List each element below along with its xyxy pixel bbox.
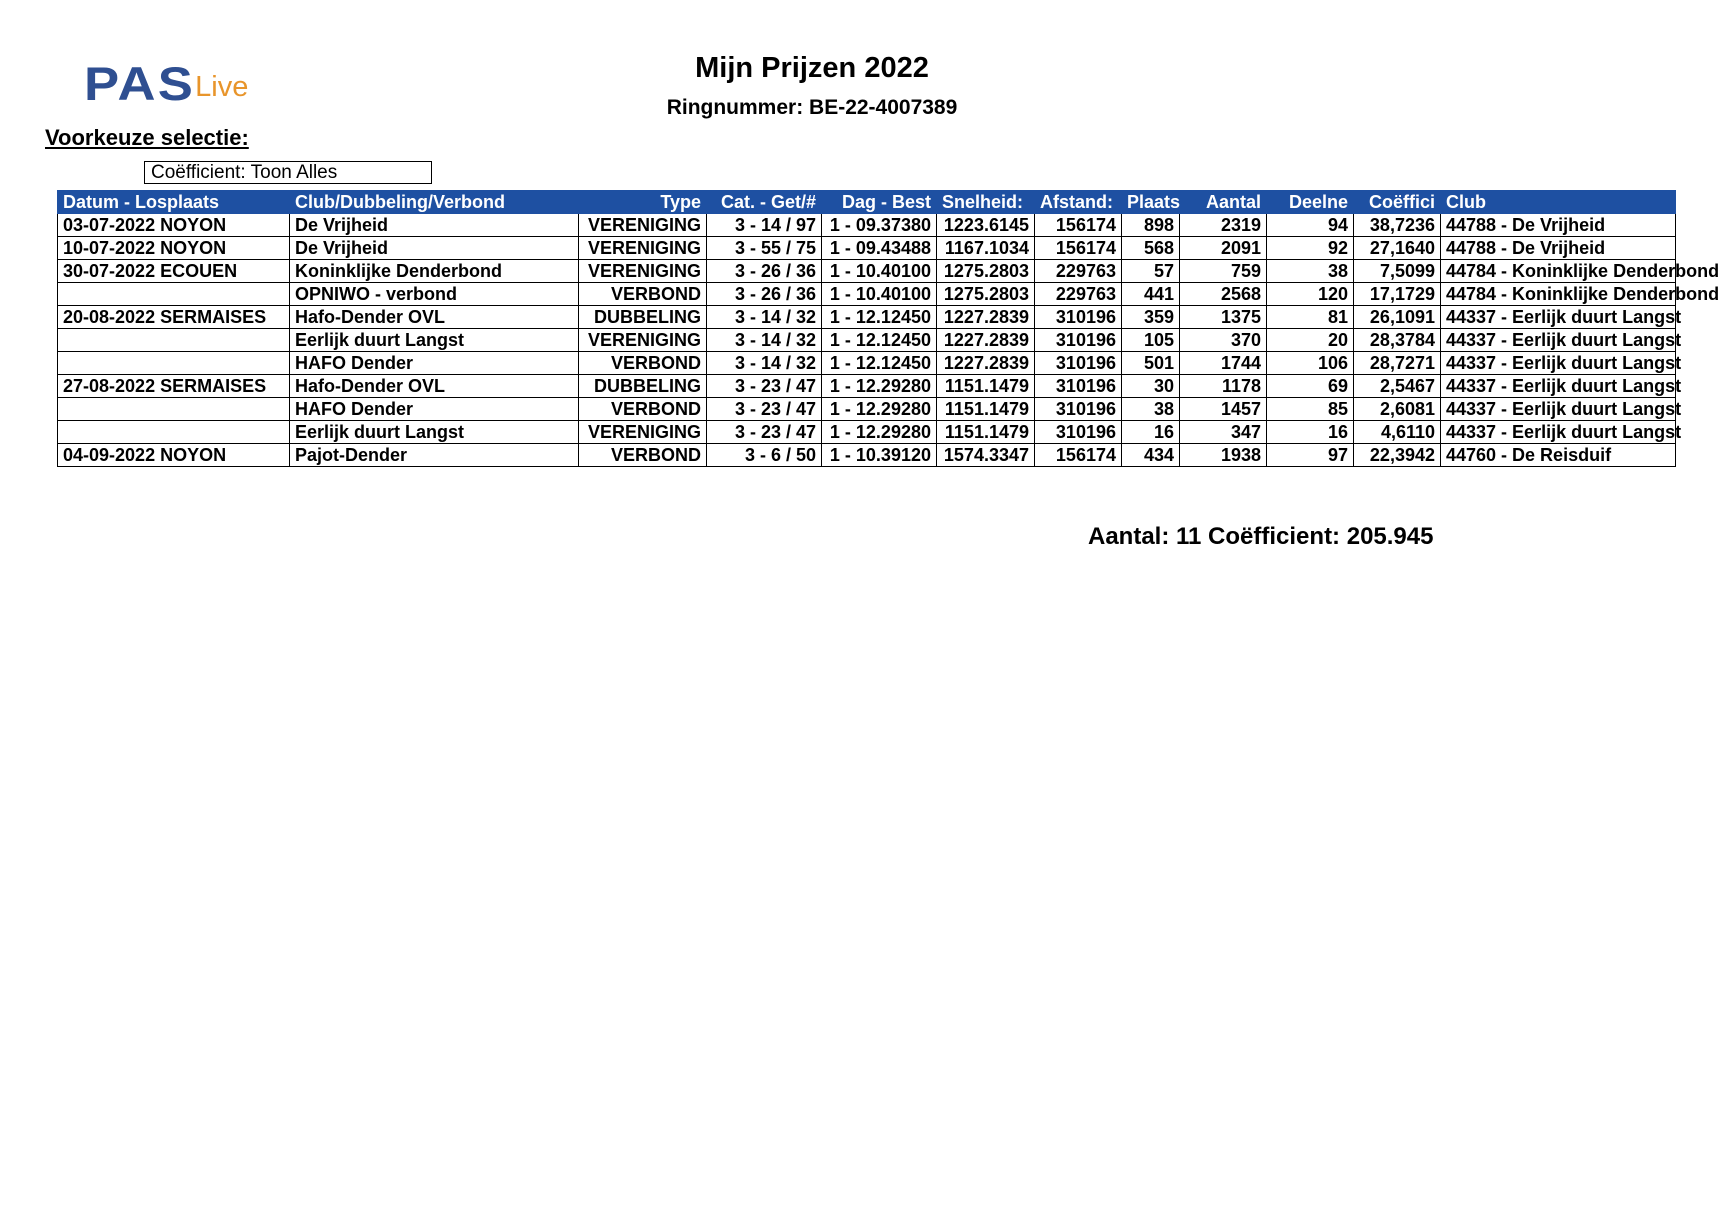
cell-day-best: 1 - 10.40100 [822, 260, 937, 283]
cell-date-location: 03-07-2022 NOYON [58, 214, 290, 237]
table-row [58, 283, 1676, 306]
col-date-location: Datum - Losplaats [58, 191, 290, 214]
cell-type: VERBOND [579, 283, 707, 306]
summary-totals: Aantal: 11 Coëfficient: 205.945 [1088, 523, 1434, 550]
cell-speed: 1227.2839 [937, 352, 1035, 375]
table-row [58, 352, 1676, 375]
cell-distance: 229763 [1035, 260, 1122, 283]
cell-participants: 69 [1267, 375, 1354, 398]
cell-count: 1178 [1180, 375, 1267, 398]
cell-coefficient: 38,7236 [1354, 214, 1441, 237]
col-type: Type [579, 191, 707, 214]
cell-club: HAFO Dender [290, 352, 579, 375]
coefficient-filter-select[interactable]: Coëfficient: Toon Alles [144, 161, 432, 184]
cell-day-best: 1 - 12.12450 [822, 329, 937, 352]
col-speed: Snelheid: [937, 191, 1035, 214]
cell-speed: 1223.6145 [937, 214, 1035, 237]
cell-type: VERENIGING [579, 237, 707, 260]
cell-speed: 1574.3347 [937, 444, 1035, 467]
table-row [58, 214, 1676, 237]
cell-coefficient: 7,5099 [1354, 260, 1441, 283]
cell-day-best: 1 - 09.37380 [822, 214, 937, 237]
cell-distance: 310196 [1035, 375, 1122, 398]
cell-place: 441 [1122, 283, 1180, 306]
cell-distance: 310196 [1035, 352, 1122, 375]
cell-speed: 1151.1479 [937, 421, 1035, 444]
cell-category: 3 - 26 / 36 [707, 283, 822, 306]
table-row [58, 260, 1676, 283]
table-header-row [58, 191, 1676, 214]
cell-club-name: 44760 - De Reisduif [1441, 444, 1676, 467]
cell-club: De Vrijheid [290, 214, 579, 237]
cell-place: 359 [1122, 306, 1180, 329]
cell-day-best: 1 - 12.29280 [822, 398, 937, 421]
cell-category: 3 - 14 / 32 [707, 352, 822, 375]
cell-club-name: 44337 - Eerlijk duurt Langst [1441, 306, 1676, 329]
prizes-table-area [57, 190, 1720, 470]
cell-count: 1375 [1180, 306, 1267, 329]
cell-count: 347 [1180, 421, 1267, 444]
cell-club-name: 44337 - Eerlijk duurt Langst [1441, 398, 1676, 421]
cell-type: DUBBELING [579, 306, 707, 329]
cell-count: 1457 [1180, 398, 1267, 421]
cell-day-best: 1 - 12.12450 [822, 306, 937, 329]
cell-club-name: 44788 - De Vrijheid [1441, 237, 1676, 260]
cell-day-best: 1 - 10.39120 [822, 444, 937, 467]
cell-club: HAFO Dender [290, 398, 579, 421]
cell-participants: 120 [1267, 283, 1354, 306]
cell-date-location: 20-08-2022 SERMAISES [58, 306, 290, 329]
table-row [58, 375, 1676, 398]
cell-place: 57 [1122, 260, 1180, 283]
cell-coefficient: 2,5467 [1354, 375, 1441, 398]
cell-coefficient: 26,1091 [1354, 306, 1441, 329]
table-row [58, 329, 1676, 352]
cell-club-name: 44337 - Eerlijk duurt Langst [1441, 329, 1676, 352]
cell-place: 105 [1122, 329, 1180, 352]
cell-day-best: 1 - 12.29280 [822, 421, 937, 444]
table-row [58, 237, 1676, 260]
cell-distance: 156174 [1035, 237, 1122, 260]
logo-live-text: Live [195, 71, 249, 103]
cell-coefficient: 22,3942 [1354, 444, 1441, 467]
cell-category: 3 - 14 / 32 [707, 329, 822, 352]
cell-date-location: 04-09-2022 NOYON [58, 444, 290, 467]
cell-distance: 156174 [1035, 214, 1122, 237]
cell-club: Eerlijk duurt Langst [290, 329, 579, 352]
logo-pas-text: PAS [84, 57, 196, 110]
cell-participants: 97 [1267, 444, 1354, 467]
col-participants: Deelne [1267, 191, 1354, 214]
table-body [58, 214, 1720, 467]
col-distance: Afstand: [1035, 191, 1122, 214]
cell-club: Eerlijk duurt Langst [290, 421, 579, 444]
cell-count: 759 [1180, 260, 1267, 283]
cell-category: 3 - 23 / 47 [707, 421, 822, 444]
cell-coefficient: 27,1640 [1354, 237, 1441, 260]
cell-place: 568 [1122, 237, 1180, 260]
cell-type: VERENIGING [579, 214, 707, 237]
cell-participants: 85 [1267, 398, 1354, 421]
cell-category: 3 - 6 / 50 [707, 444, 822, 467]
cell-club: Pajot-Dender [290, 444, 579, 467]
cell-participants: 16 [1267, 421, 1354, 444]
col-category: Cat. - Get/# [707, 191, 822, 214]
page-title: Mijn Prijzen 2022 [695, 52, 929, 84]
cell-type: VERBOND [579, 398, 707, 421]
table-row [58, 306, 1676, 329]
cell-club-name: 44337 - Eerlijk duurt Langst [1441, 375, 1676, 398]
cell-date-location [58, 329, 290, 352]
cell-day-best: 1 - 09.43488 [822, 237, 937, 260]
cell-participants: 81 [1267, 306, 1354, 329]
cell-distance: 310196 [1035, 421, 1122, 444]
col-place: Plaats [1122, 191, 1180, 214]
col-count: Aantal [1180, 191, 1267, 214]
cell-category: 3 - 14 / 97 [707, 214, 822, 237]
cell-category: 3 - 23 / 47 [707, 398, 822, 421]
cell-speed: 1151.1479 [937, 398, 1035, 421]
cell-count: 2091 [1180, 237, 1267, 260]
cell-category: 3 - 55 / 75 [707, 237, 822, 260]
cell-participants: 20 [1267, 329, 1354, 352]
cell-place: 38 [1122, 398, 1180, 421]
cell-distance: 229763 [1035, 283, 1122, 306]
cell-speed: 1227.2839 [937, 329, 1035, 352]
cell-speed: 1275.2803 [937, 260, 1035, 283]
cell-speed: 1167.1034 [937, 237, 1035, 260]
col-club-name: Club [1441, 191, 1676, 214]
cell-club-name: 44337 - Eerlijk duurt Langst [1441, 421, 1676, 444]
cell-coefficient: 17,1729 [1354, 283, 1441, 306]
col-coefficient: Coëffici [1354, 191, 1441, 214]
cell-date-location: 27-08-2022 SERMAISES [58, 375, 290, 398]
cell-type: VERENIGING [579, 329, 707, 352]
cell-place: 30 [1122, 375, 1180, 398]
cell-coefficient: 4,6110 [1354, 421, 1441, 444]
ring-number: Ringnummer: BE-22-4007389 [666, 96, 958, 119]
cell-club: De Vrijheid [290, 237, 579, 260]
cell-category: 3 - 23 / 47 [707, 375, 822, 398]
cell-date-location [58, 352, 290, 375]
cell-count: 1938 [1180, 444, 1267, 467]
cell-club-name: 44784 - Koninklijke Denderbond [1441, 260, 1676, 283]
cell-date-location [58, 398, 290, 421]
cell-count: 370 [1180, 329, 1267, 352]
cell-club: Koninklijke Denderbond [290, 260, 579, 283]
cell-day-best: 1 - 12.29280 [822, 375, 937, 398]
cell-type: VERBOND [579, 352, 707, 375]
cell-day-best: 1 - 12.12450 [822, 352, 937, 375]
cell-date-location [58, 421, 290, 444]
cell-place: 501 [1122, 352, 1180, 375]
prizes-table [57, 190, 1720, 467]
cell-coefficient: 2,6081 [1354, 398, 1441, 421]
table-row [58, 421, 1676, 444]
cell-participants: 38 [1267, 260, 1354, 283]
cell-club: Hafo-Dender OVL [290, 306, 579, 329]
cell-club-name: 44788 - De Vrijheid [1441, 214, 1676, 237]
cell-place: 16 [1122, 421, 1180, 444]
cell-participants: 92 [1267, 237, 1354, 260]
cell-speed: 1275.2803 [937, 283, 1035, 306]
cell-date-location: 10-07-2022 NOYON [58, 237, 290, 260]
cell-day-best: 1 - 10.40100 [822, 283, 937, 306]
cell-participants: 94 [1267, 214, 1354, 237]
cell-type: VERENIGING [579, 260, 707, 283]
cell-date-location [58, 283, 290, 306]
cell-type: DUBBELING [579, 375, 707, 398]
cell-participants: 106 [1267, 352, 1354, 375]
pas-live-logo [84, 56, 249, 110]
cell-speed: 1151.1479 [937, 375, 1035, 398]
cell-distance: 310196 [1035, 329, 1122, 352]
cell-count: 2568 [1180, 283, 1267, 306]
cell-count: 2319 [1180, 214, 1267, 237]
col-club: Club/Dubbeling/Verbond [290, 191, 579, 214]
cell-date-location: 30-07-2022 ECOUEN [58, 260, 290, 283]
cell-speed: 1227.2839 [937, 306, 1035, 329]
cell-category: 3 - 26 / 36 [707, 260, 822, 283]
cell-coefficient: 28,3784 [1354, 329, 1441, 352]
cell-distance: 310196 [1035, 398, 1122, 421]
table-row [58, 444, 1676, 467]
cell-type: VERBOND [579, 444, 707, 467]
cell-distance: 310196 [1035, 306, 1122, 329]
cell-distance: 156174 [1035, 444, 1122, 467]
cell-club-name: 44337 - Eerlijk duurt Langst [1441, 352, 1676, 375]
col-day-best: Dag - Best [822, 191, 937, 214]
cell-club: Hafo-Dender OVL [290, 375, 579, 398]
cell-type: VERENIGING [579, 421, 707, 444]
table-row [58, 398, 1676, 421]
preference-selection-label: Voorkeuze selectie: [45, 125, 249, 150]
cell-club: OPNIWO - verbond [290, 283, 579, 306]
cell-count: 1744 [1180, 352, 1267, 375]
cell-place: 434 [1122, 444, 1180, 467]
cell-coefficient: 28,7271 [1354, 352, 1441, 375]
cell-club-name: 44784 - Koninklijke Denderbond [1441, 283, 1676, 306]
cell-category: 3 - 14 / 32 [707, 306, 822, 329]
cell-place: 898 [1122, 214, 1180, 237]
